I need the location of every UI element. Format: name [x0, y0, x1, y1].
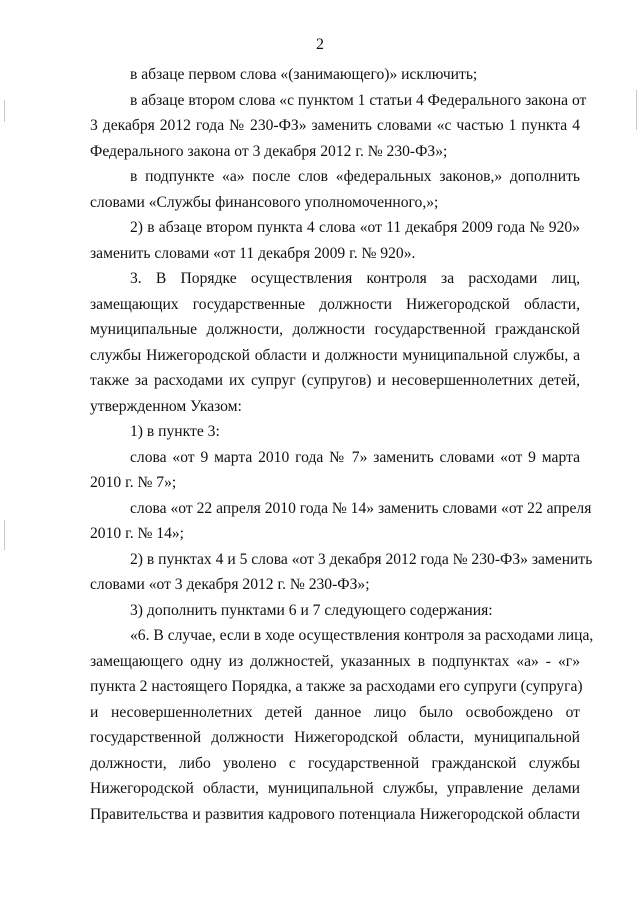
text-line: службы Нижегородской области и должности муниципальной службы, а [90, 346, 580, 364]
scan-edge-mark [4, 100, 5, 122]
text-line: пункта 2 настоящего Порядка, а также за расходами его супруги (супруга) [90, 678, 583, 695]
page-number: 2 [316, 36, 324, 53]
text-line: 3 декабря 2012 года № 230-ФЗ» заменить словами «с частью 1 пункта 4 [90, 117, 580, 134]
text-line: Федерального закона от 3 декабря 2012 г. № 230-ФЗ»; [90, 142, 448, 160]
text-line: муниципальные должности, должности государственной гражданской [90, 321, 580, 338]
text-line: 2) в абзаце втором пункта 4 слова «от 11 декабря 2009 года № 920» [130, 219, 580, 236]
text-line: 3. В Порядке осуществления контроля за расходами лиц, [130, 270, 580, 287]
text-line: 2010 г. № 14»; [90, 525, 185, 542]
scan-edge-mark [636, 90, 637, 130]
text-line: Нижегородской области, муниципальной службы, управление делами [90, 780, 580, 797]
text-line: словами «от 3 декабря 2012 г. № 230-ФЗ»; [90, 576, 370, 593]
text-line: в абзаце первом слова «(занимающего)» исключить; [130, 66, 478, 83]
text-line: также за расходами их супруг (супругов) и несовершеннолетних детей, [90, 372, 580, 389]
text-line: в абзаце втором слова «с пунктом 1 статьи 4 Федерального закона от [130, 91, 587, 109]
text-line: слова «от 9 марта 2010 года № 7» заменить словами «от 9 марта [130, 448, 580, 466]
text-line: утвержденном Указом: [90, 397, 242, 415]
document-body [90, 62, 594, 827]
text-line: словами «Службы финансового уполномоченного,»; [90, 193, 439, 211]
text-line: государственной должности Нижегородской области, муниципальной [90, 729, 580, 746]
text-line: заменить словами «от 11 декабря 2009 г. № 920». [90, 244, 416, 262]
text-line: 3) дополнить пунктами 6 и 7 следующего содержания: [130, 601, 493, 619]
text-line: 2010 г. № 7»; [90, 474, 177, 491]
scan-edge-mark [4, 520, 5, 550]
text-line: в подпункте «а» после слов «федеральных законов,» дополнить [130, 168, 580, 185]
text-line: Правительства и развития кадрового потенциала Нижегородской области [90, 805, 580, 823]
text-line: «6. В случае, если в ходе осуществления контроля за расходами лица, [130, 627, 594, 644]
text-line: должности, либо уволено с государственной гражданской службы [90, 754, 580, 772]
text-line: замещающего одну из должностей, указанных в подпунктах «а» - «г» [90, 652, 580, 670]
text-line: 2) в пунктах 4 и 5 слова «от 3 декабря 2012 года № 230-ФЗ» заменить [130, 550, 593, 568]
text-line: замещающих государственные должности Нижегородской области, [90, 295, 580, 313]
text-line: и несовершеннолетних детей данное лицо было освобождено от [90, 703, 580, 721]
text-line: слова «от 22 апреля 2010 года № 14» заменить словами «от 22 апреля [130, 499, 592, 517]
text-line: 1) в пункте 3: [130, 423, 220, 440]
